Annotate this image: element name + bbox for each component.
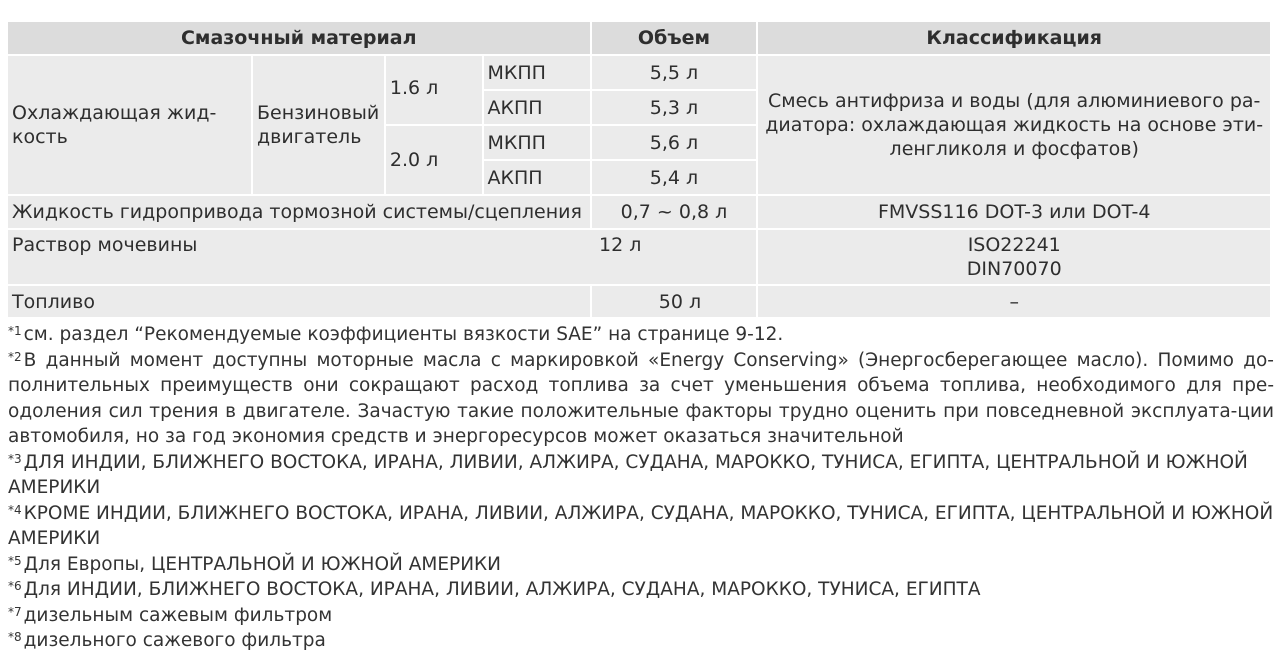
volume-cell: 5,6 л xyxy=(592,126,757,159)
footnote-text: Для Европы, ЦЕНТРАЛЬНОЙ И ЮЖНОЙ АМЕРИКИ xyxy=(23,553,502,575)
coolant-classification: Смесь антифриза и воды (для алюминиевого ра-диатора: охлаждающая жидкость на основе эти-ленгликоля и фосфатов) xyxy=(758,56,1270,194)
footnote-mark: *4 xyxy=(8,502,22,517)
footnote-text: дизельным сажевым фильтром xyxy=(23,604,333,626)
footnote xyxy=(8,552,1274,578)
urea-name-cell xyxy=(8,230,756,284)
volume-cell: 5,4 л xyxy=(592,161,757,194)
gearbox-cell: АКПП xyxy=(484,91,590,124)
table-header-row xyxy=(8,22,1270,54)
coolant-engine: Бензиновый двигатель xyxy=(253,56,384,194)
displacement-1: 1.6 л xyxy=(386,56,482,124)
table-row xyxy=(8,286,1270,317)
urea-classification-1: ISO22241 xyxy=(967,234,1061,256)
footnote xyxy=(8,501,1274,552)
urea-classification xyxy=(758,230,1270,284)
footnote-text: дизельного сажевого фильтра xyxy=(23,630,326,651)
footnotes xyxy=(8,322,1274,654)
brake-name: Жидкость гидропривода тормозной системы/сцепления xyxy=(8,196,590,228)
table-row xyxy=(8,230,1270,284)
gearbox-cell: МКПП xyxy=(484,56,590,89)
volume-cell: 5,3 л xyxy=(592,91,757,124)
footnote-mark: *3 xyxy=(8,451,22,466)
gearbox-cell: МКПП xyxy=(484,126,590,159)
footnote-text: см. раздел “Рекомендуемые коэффициенты вязкости SAE” на странице 9-12. xyxy=(23,324,784,345)
header-lubricant: Смазочный материал xyxy=(8,22,590,54)
footnote-mark: *7 xyxy=(8,604,22,619)
coolant-name: Охлаждающая жид-кость xyxy=(8,56,251,194)
urea-volume: 12 л xyxy=(599,234,642,256)
fuel-volume: 50 л xyxy=(592,286,757,317)
footnote xyxy=(8,450,1274,501)
fluids-table-section xyxy=(8,20,1272,319)
footnote xyxy=(8,577,1274,603)
footnote xyxy=(8,603,1274,629)
footnote-text: ДЛЯ ИНДИИ, БЛИЖНЕГО ВОСТОКА, ИРАНА, ЛИВИИ, АЛЖИРА, СУДАНА, МАРОККО, ТУНИСА, ЕГИПТА, ЦЕНТРАЛЬНОЙ И ЮЖНОЙ АМЕРИКИ xyxy=(8,451,1248,498)
footnote-mark: *5 xyxy=(8,553,22,568)
footnote xyxy=(8,348,1274,450)
brake-classification: FMVSS116 DOT-3 или DOT-4 xyxy=(758,196,1270,228)
header-volume: Объем xyxy=(592,22,757,54)
fuel-name: Топливо xyxy=(8,286,590,317)
footnote-text: Для ИНДИИ, БЛИЖНЕГО ВОСТОКА, ИРАНА, ЛИВИИ, АЛЖИРА, СУДАНА, МАРОККО, ТУНИСА, ЕГИПТА xyxy=(23,579,981,600)
gearbox-cell: АКПП xyxy=(484,161,590,194)
footnote-mark: *6 xyxy=(8,579,22,593)
fluids-table xyxy=(6,20,1272,319)
urea-name: Раствор мочевины xyxy=(12,234,198,256)
table-row xyxy=(8,196,1270,228)
footnote-mark: *1 xyxy=(8,324,22,338)
footnote xyxy=(8,322,1274,348)
footnote-mark: *2 xyxy=(8,349,22,364)
urea-classification-2: DIN70070 xyxy=(966,258,1062,280)
table-row xyxy=(8,56,1270,89)
footnote-text: КРОМЕ ИНДИИ, БЛИЖНЕГО ВОСТОКА, ИРАНА, ЛИВИИ, АЛЖИРА, СУДАНА, МАРОККО, ТУНИСА, ЕГИПТА, ЦЕНТРАЛЬНОЙ И ЮЖНОЙ АМЕРИКИ xyxy=(8,502,1274,549)
brake-volume: 0,7 ~ 0,8 л xyxy=(592,196,757,228)
fuel-classification: – xyxy=(758,286,1270,317)
footnote-mark: *8 xyxy=(8,630,22,644)
footnote xyxy=(8,628,1274,654)
displacement-2: 2.0 л xyxy=(386,126,482,194)
footnote-text: В данный момент доступны моторные масла с маркировкой «Energy Conserving» (Энергосберегающее масло). Помимо до-полнительных преимуществ они сокращают расход топлива за счет уменьшения объема топлива, необходимого для пре-одоления сил трения в двигателе. Зачастую такие положительные факторы трудно оценить при повседневной эксплуата-ции автомобиля, но за год экономия средств и энергоресурсов может оказаться значительной xyxy=(8,349,1274,447)
volume-cell: 5,5 л xyxy=(592,56,757,89)
header-classification: Классификация xyxy=(758,22,1270,54)
